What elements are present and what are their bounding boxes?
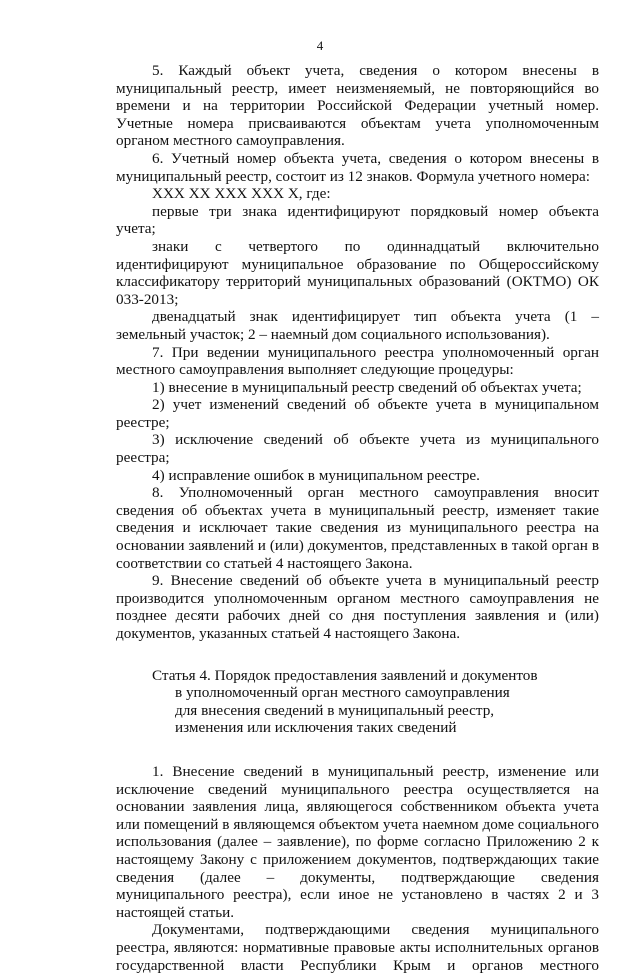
article-title-line: Статья 4. Порядок предоставления заявлений и документов bbox=[152, 666, 538, 684]
formula-part-3: двенадцатый знак идентифицирует тип объекта учета (1 – земельный участок; 2 – наемный дом социального использования). bbox=[116, 308, 599, 343]
number-formula: XXX XX XXX XXX X, где: bbox=[152, 185, 331, 203]
procedure-1: 1) внесение в муниципальный реестр сведений об объектах учета; bbox=[152, 378, 582, 396]
paragraph-5: 5. Каждый объект учета, сведения о котором внесены в муниципальный реестр, имеет неизменяемый, не повторяющийся во времени и на территории Российской Федерации учетный номер. Учетные номера присваиваются объектам учета уполномоченным органом местного самоуправления. bbox=[116, 62, 599, 150]
article-heading bbox=[116, 667, 599, 737]
paragraph-8: 8. Уполномоченный орган местного самоуправления вносит сведения об объектах учета в муниципальный реестр, изменяет такие сведения и исключает такие сведения из муниципального реестра на основании заявлений и (или) документов, представленных в такой орган в соответствии со статьей 4 настоящего Закона. bbox=[116, 484, 599, 572]
article-title-line: изменения или исключения таких сведений bbox=[175, 719, 457, 737]
article-paragraph-documents: Документами, подтверждающими сведения муниципального реестра, являются: нормативные правовые акты исполнительных органов государственной власти Республики Крым и органов местного bbox=[116, 921, 599, 974]
procedure-3: 3) исключение сведений об объекте учета из муниципального реестра; bbox=[116, 431, 599, 467]
article-title-line: для внесения сведений в муниципальный реестр, bbox=[175, 701, 495, 719]
document-body bbox=[116, 62, 599, 974]
paragraph-6: 6. Учетный номер объекта учета, сведения о котором внесены в муниципальный реестр, состоит из 12 знаков. Формула учетного номера: bbox=[116, 149, 599, 185]
procedure-2: 2) учет изменений сведений об объекте учета в муниципальном реестре; bbox=[116, 396, 599, 431]
article-paragraph-1: 1. Внесение сведений в муниципальный реестр, изменение или исключение сведений муниципального реестра осуществляется на основании заявления лица, являющегося собственником объекта учета или помещений в являющемся объектом учета наемном доме социального использования (далее – заявление), по форме согласно Приложению 2 к настоящему Закону с приложением документов, подтверждающих такие сведения (далее – документы, подтверждающие сведения муниципального реестра), если иное не установлено в частях 2 и 3 настоящей статьи. bbox=[116, 762, 599, 921]
article-title-line: в уполномоченный орган местного самоуправления bbox=[175, 684, 510, 702]
procedure-4: 4) исправление ошибок в муниципальном реестре. bbox=[152, 466, 480, 484]
paragraph-9: 9. Внесение сведений об объекте учета в муниципальный реестр производится уполномоченным органом местного самоуправления не позднее десяти рабочих дней со дня поступления заявления и (или) документов, указанных статьей 4 настоящего Закона. bbox=[116, 572, 599, 642]
formula-part-1: первые три знака идентифицируют порядковый номер объекта учета; bbox=[116, 202, 599, 238]
paragraph-7: 7. При ведении муниципального реестра уполномоченный орган местного самоуправления выполняет следующие процедуры: bbox=[116, 343, 599, 379]
formula-part-2: знаки с четвертого по одиннадцатый включительно идентифицируют муниципальное образование по Общероссийскому классификатору территорий муниципальных образований (ОКТМО) ОК 033-2013; bbox=[116, 237, 599, 308]
page-number: 4 bbox=[316, 38, 324, 53]
